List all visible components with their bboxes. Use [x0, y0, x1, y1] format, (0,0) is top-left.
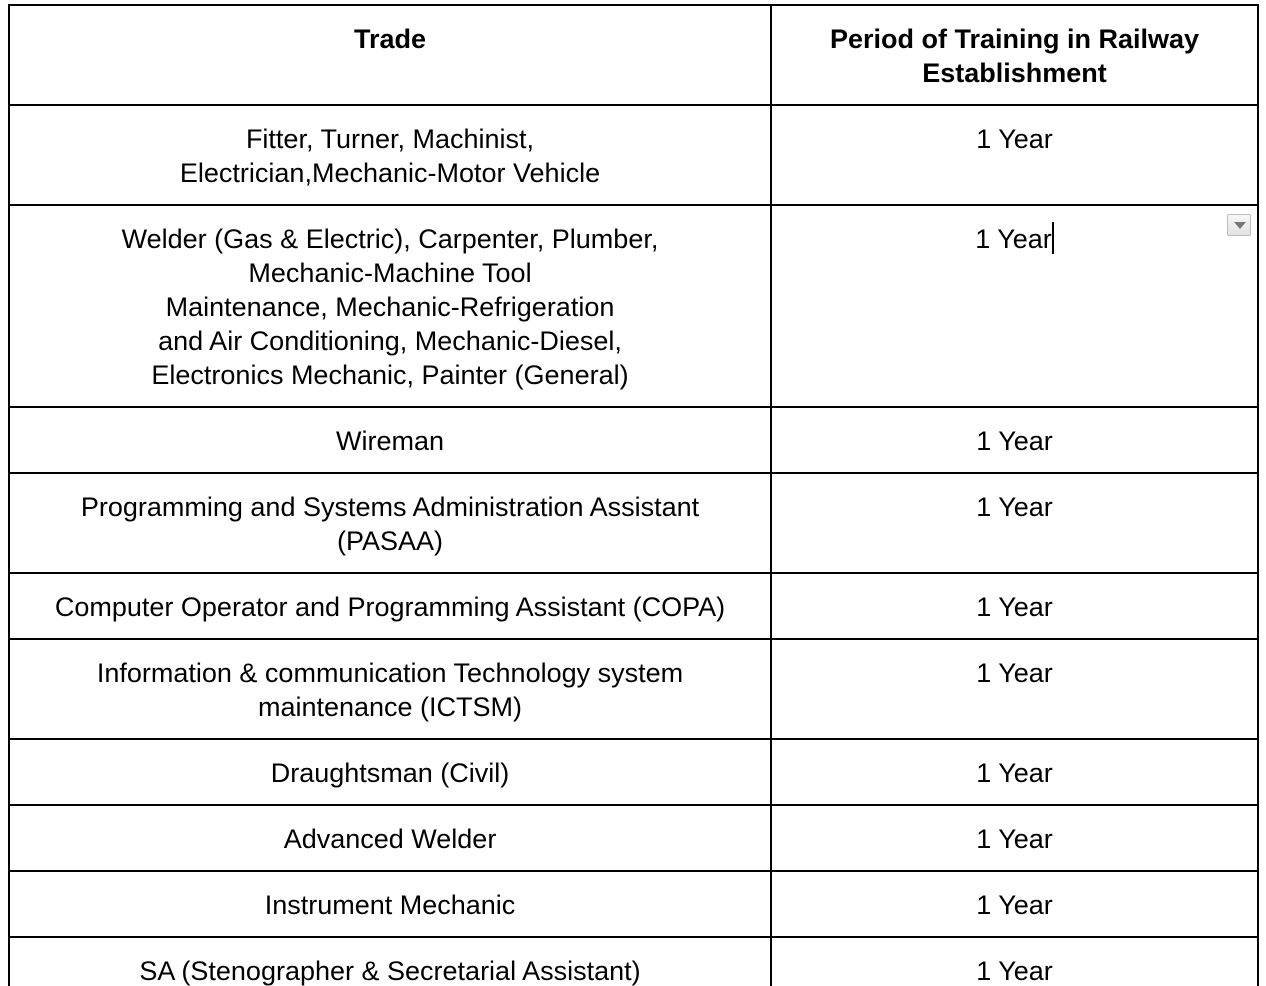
period-text: 1 Year	[976, 658, 1053, 688]
period-cell[interactable]	[771, 739, 1258, 805]
period-cell[interactable]	[771, 473, 1258, 573]
trade-cell[interactable]	[9, 473, 771, 573]
period-text: 1 Year	[976, 492, 1053, 522]
header-period[interactable]: Period of Training in Railway Establishment	[771, 5, 1258, 105]
trade-cell[interactable]	[9, 937, 771, 986]
period-text: 1 Year	[976, 426, 1053, 456]
period-cell[interactable]	[771, 407, 1258, 473]
period-text: 1 Year	[976, 824, 1053, 854]
trade-text-line: Programming and Systems Administration Assistant	[80, 492, 700, 522]
trade-cell[interactable]	[9, 805, 771, 871]
trade-text-line: maintenance (ICTSM)	[257, 692, 523, 722]
period-cell[interactable]	[771, 871, 1258, 937]
trade-cell[interactable]	[9, 407, 771, 473]
table-body	[9, 105, 1258, 986]
table-row	[9, 639, 1258, 739]
trade-text-line: Maintenance, Mechanic-Refrigeration	[165, 292, 615, 322]
period-text: 1 Year	[976, 956, 1053, 986]
trade-text-line: Advanced Welder	[283, 824, 497, 854]
trade-text-line: Electronics Mechanic, Painter (General)	[151, 360, 629, 390]
trade-text-line: Wireman	[335, 426, 444, 456]
trade-cell[interactable]	[9, 573, 771, 639]
training-period-table	[8, 4, 1259, 986]
trade-text-line: Electrician,Mechanic-Motor Vehicle	[179, 158, 601, 188]
trade-text-line: Instrument Mechanic	[264, 890, 516, 920]
table-row	[9, 739, 1258, 805]
trade-cell[interactable]	[9, 871, 771, 937]
period-text: 1 Year	[976, 890, 1053, 920]
period-text: 1 Year	[976, 124, 1053, 154]
trade-cell[interactable]	[9, 105, 771, 205]
trade-text-line: Information & communication Technology system	[96, 658, 684, 688]
table-row	[9, 205, 1258, 407]
trade-cell[interactable]	[9, 639, 771, 739]
table-row	[9, 407, 1258, 473]
table-row	[9, 573, 1258, 639]
table-header-row	[9, 5, 1258, 105]
trade-text-line: and Air Conditioning, Mechanic-Diesel,	[158, 326, 622, 356]
trade-text-line: Welder (Gas & Electric), Carpenter, Plumber,	[121, 224, 659, 254]
trade-cell[interactable]	[9, 739, 771, 805]
period-text: 1 Year	[975, 224, 1052, 254]
period-cell[interactable]	[771, 937, 1258, 986]
trade-text-line: Computer Operator and Programming Assistant (COPA)	[54, 592, 726, 622]
period-cell[interactable]	[771, 573, 1258, 639]
trade-text-line: Fitter, Turner, Machinist,	[245, 124, 535, 154]
period-cell[interactable]	[771, 205, 1258, 407]
period-cell[interactable]	[771, 105, 1258, 205]
period-text: 1 Year	[976, 758, 1053, 788]
table-row	[9, 937, 1258, 986]
trade-text-line: (PASAA)	[336, 526, 444, 556]
period-text: 1 Year	[976, 592, 1053, 622]
trade-text-line: Draughtsman (Civil)	[270, 758, 510, 788]
table-row	[9, 805, 1258, 871]
table-row	[9, 105, 1258, 205]
header-trade[interactable]: Trade	[9, 5, 771, 105]
period-cell[interactable]	[771, 639, 1258, 739]
text-cursor	[1052, 222, 1054, 254]
period-cell[interactable]	[771, 805, 1258, 871]
trade-cell[interactable]	[9, 205, 771, 407]
chevron-down-icon	[1234, 222, 1246, 229]
trade-text-line: Mechanic-Machine Tool	[248, 258, 532, 288]
cell-dropdown-button[interactable]	[1227, 214, 1251, 236]
table-row	[9, 473, 1258, 573]
table-row	[9, 871, 1258, 937]
trade-text-line: SA (Stenographer & Secretarial Assistant)	[139, 956, 641, 986]
